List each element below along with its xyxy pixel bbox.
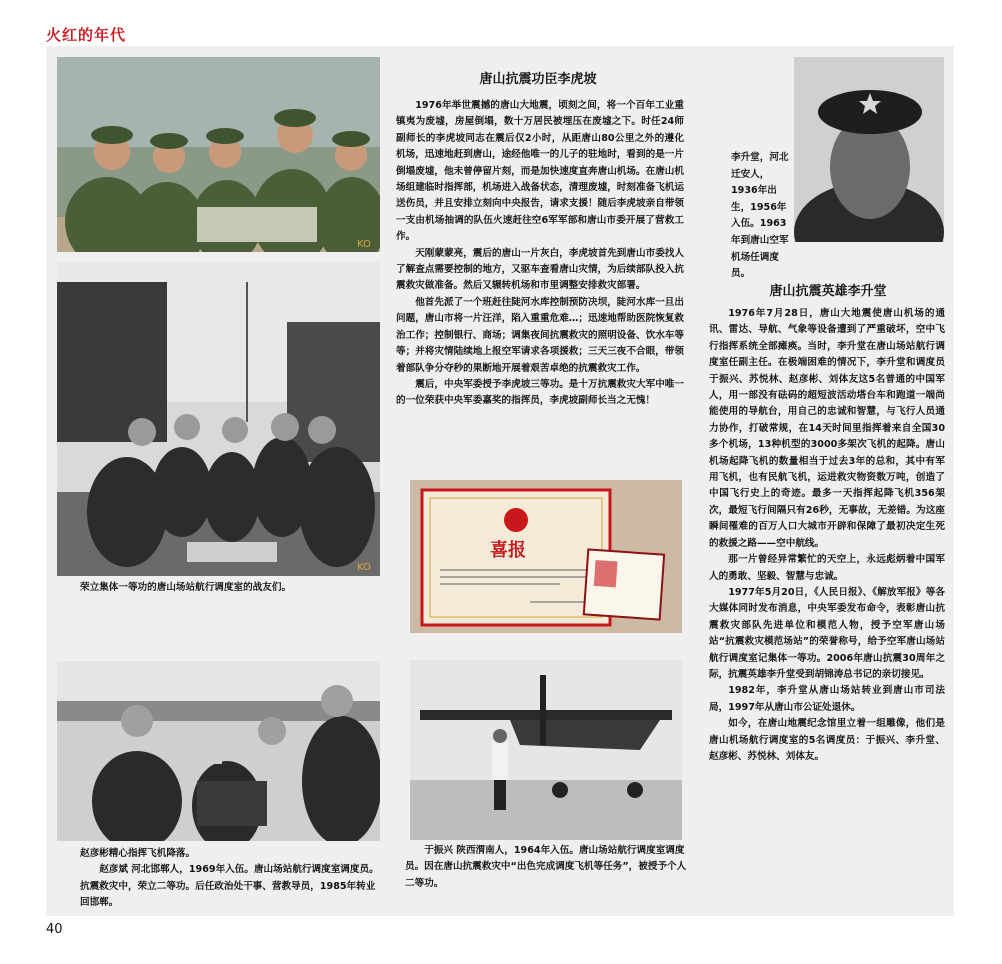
certificate-heading: 喜报 xyxy=(490,540,526,561)
article2-title: 唐山抗震英雄李升堂 xyxy=(769,284,887,299)
caption-portrait: 李升堂，河北迁安人，1936年出生，1956年入伍。1963年到唐山空军机场任调度员。 xyxy=(731,152,789,280)
photo-soldiers-color xyxy=(57,57,380,252)
page-number: 40 xyxy=(46,922,63,937)
article2-body: 1976年7月28日，唐山大地震使唐山机场的通讯、雷达、导航、气象等设备遭到了严重破坏，空中飞行指挥系统全部瘫痪。当时，李升堂在唐山场站航行调度室任副主任。在极端困难的情况下，李升堂和调度员于振兴、苏悦林、赵彦彬、刘体友这5名普通的中国军人，用一部没有砝码的超短波活动塔台车和跑道一端尚能使用的导航台，用自己的忠诚和智慧，与飞行人员通力协作，打破常规，在14天时间里指挥着来自全国30多个机场，13种机型的3000多架次飞机的起降。唐山机场起降飞机的数量相当于过去3年的总和，其中有军用飞机，也有民航飞机，运进救灾物资数万吨，创造了中国飞行史上的奇迹。最多一天指挥起降飞机356架次，最短飞行间隔只有26秒，无事故，无差错。为这座瞬间罹难的百万人口大城市开辟和保障了最初决定生死的救援之路——空中航线。 那一片曾经异常繁忙的天空上，永远彪炳着中国军人的勇敢、坚毅、智慧与忠诚。 1977年5月20日，《人民日报》、《解放军报》等各大媒体同时发布消息，中央军委发布命令，表彰唐山抗震救灾部队先进单位和模范人物，授予空军唐山场站“抗震救灾模范场站”的荣誉称号，给予空军唐山场站航行调度室记集体一等功。2006年唐山抗震30周年之际，抗震英雄李升堂受到胡锦涛总书记的亲切接见。 1982年，李升堂从唐山场站转业到唐山市司法局，1997年从唐山市公证处退休。 如今，在唐山地震纪念馆里立着一组雕像，他们是唐山机场航行调度室的5名调度员：于振兴、李升堂、赵彦彬、苏悦林、刘体友。 xyxy=(709,308,945,762)
article1-title: 唐山抗震功臣李虎坡 xyxy=(479,72,597,87)
caption-zhao xyxy=(80,846,380,912)
caption-group-photo: 荣立集体一等功的唐山场站航行调度室的战友们。 xyxy=(80,582,292,593)
watermark-2: KO xyxy=(357,562,371,573)
caption-yu: 于振兴 陕西渭南人，1964年入伍。唐山场站航行调度室调度员。因在唐山抗震救灾中“出色完成调度飞机等任务”，被授予个人二等功。 xyxy=(405,845,687,889)
photo-portrait-li-shengtang xyxy=(794,57,944,242)
caption-zhao-title: 赵彦彬精心指挥飞机降落。 xyxy=(80,848,196,859)
photo-certificate xyxy=(410,480,682,633)
article1-body: 1976年举世震撼的唐山大地震，顷刻之间，将一个百年工业重镇夷为废墟，房屋倒塌，数十万居民被埋压在废墟之下。时任24师副师长的李虎坡同志在震后仅2小时，从距唐山80公里之外的遵化机场，迅速地赶到唐山，途经他唯一的儿子的驻地时，看到的是一片倒塌废墟，他未曾停留片刻，而是加快速度直奔唐山机场。在唐山机场组建临时指挥部，机场进入战备状态，清理废墟，时刻准备飞机运送伤员，并且安排立刻向中央报告，请求支援！随后李虎坡亲自带领一支由机场抽调的队伍火速赶往空6军军部和唐山市委开展了营救工作。 天刚蒙蒙亮，震后的唐山一片灰白，李虎坡首先到唐山市委找人了解查点需要控制的地方，又驱车查看唐山灾情，为后续部队投入抗震救灾做准备。然后又辗转机场和市里调整安排救灾部署。 他首先派了一个班赶往陡河水库控制预防决坝，陡河水库一旦出问题，唐山市将一片汪洋，陷入重重危难…；迅速地帮助医院恢复救治工作；控制银行、商场；调集夜间抗震救灾的照明设备、饮水车等等；并将灾情陆续地上报空军请求各项援救；三天三夜不合眼，带领着部队争分夺秒的果断地开展着艰苦卓绝的抗震救灾工作。 震后，中央军委授予李虎坡三等功。是十万抗震救灾大军中唯一的一位荣获中央军委嘉奖的指挥员，李虎坡副师长当之无愧！ xyxy=(396,100,684,407)
photo-zhao-directing xyxy=(57,661,380,841)
section-title: 火红的年代 xyxy=(46,26,127,44)
photo-group-bw xyxy=(57,262,380,576)
watermark: KO xyxy=(357,239,371,250)
caption-zhao-bio: 赵彦斌 河北邯郸人，1969年入伍。唐山场站航行调度室调度员。抗震救灾中，荣立二等功。后任政治处干事、营教导员，1985年转业回邯郸。 xyxy=(80,864,379,909)
photo-yu-plane xyxy=(410,660,682,840)
